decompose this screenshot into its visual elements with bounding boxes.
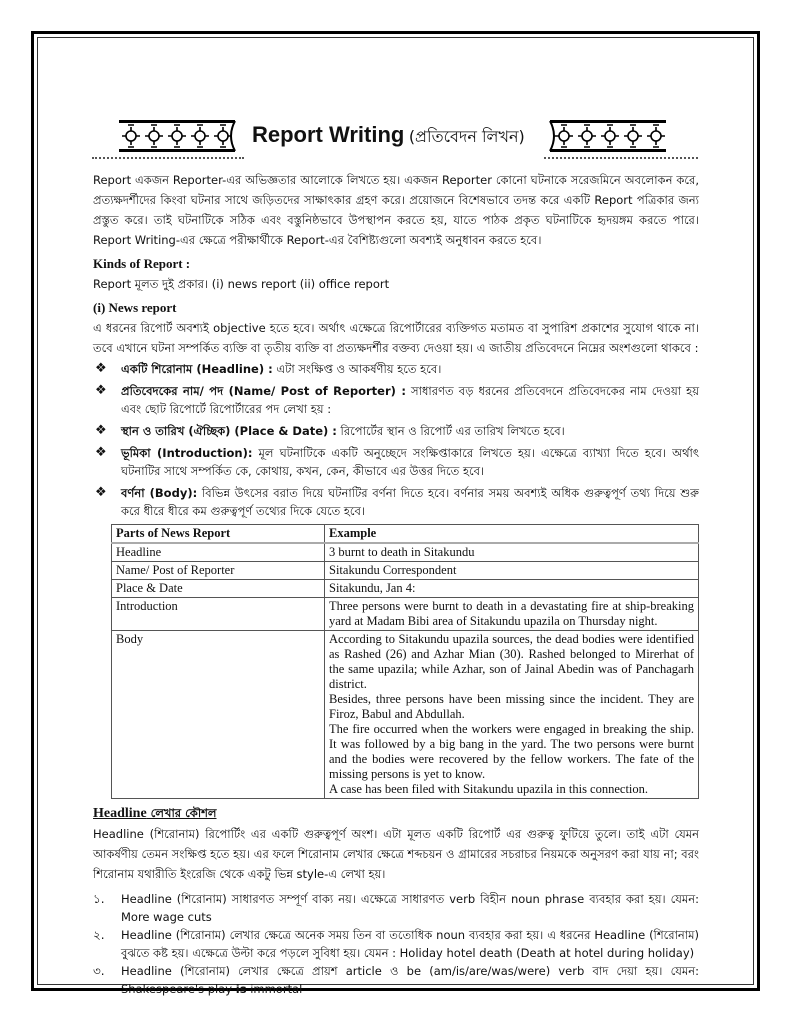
list-number: ২. xyxy=(93,928,105,942)
table-cell-part: Name/ Post of Reporter xyxy=(112,562,325,580)
diamond-bullet-icon: ❖ xyxy=(95,383,107,398)
heading-english: Headline xyxy=(93,806,147,821)
list-item xyxy=(93,444,699,480)
list-item xyxy=(93,360,699,378)
title-banner xyxy=(92,116,698,164)
list-item xyxy=(93,962,699,998)
kinds-text: Report মূলত দুই প্রকার। (i) news report (ii) office report xyxy=(93,277,390,291)
page-title-english: Report Writing xyxy=(252,122,405,147)
news-report-heading: (i) News report xyxy=(93,300,177,315)
list-item xyxy=(93,382,699,418)
bullet-text: এটা সংক্ষিপ্ত ও আকর্ষণীয় হতে হবে। xyxy=(272,362,442,376)
headline-rules-list xyxy=(93,890,699,998)
list-number: ৩. xyxy=(93,964,105,978)
list-item xyxy=(93,926,699,962)
document-body xyxy=(93,170,699,998)
table-cell-part: Introduction xyxy=(112,598,325,631)
table-row xyxy=(112,543,699,562)
page-title xyxy=(252,122,525,151)
list-item xyxy=(93,422,699,440)
list-item-text: Headline (শিরোনাম) লেখার ক্ষেত্রে অনেক সময় তিন বা ততোধিক noun ব্যবহার করা হয়। এ ধরনের Headline (শিরোনাম) বুঝতে কষ্ট হয়। এক্ষেত্রে উল্টা করে পড়লে সুবিধা হয়। যেমন : Holiday hotel death (Death at hotel during holiday) xyxy=(121,928,699,960)
news-report-table xyxy=(111,524,699,799)
column-header-example: Example xyxy=(325,525,699,544)
list-item-text: Headline (শিরোনাম) সাধারণত সম্পূর্ণ বাক্য নয়। এক্ষেত্রে সাধারণত verb বিহীন noun phrase ব্যবহার করা হয়। যেমন: More wage cuts xyxy=(121,892,699,924)
page-title-bengali: (প্রতিবেদন লিখন) xyxy=(408,127,525,146)
table-cell-example: Sitakundu, Jan 4: xyxy=(325,580,699,598)
table-cell-part: Headline xyxy=(112,543,325,562)
table-cell-part: Body xyxy=(112,631,325,799)
news-report-text: এ ধরনের রিপোর্ট অবশ্যই objective হতে হবে। অর্থাৎ এক্ষেত্রে রিপোর্টারের ব্যক্তিগত মতামত বা সুপারিশ প্রকাশের সুযোগ থাকে না। তবে এখানে ঘটনা সম্পর্কিত ব্যক্তি বা তৃতীয় ব্যক্তি বা প্রত্যক্ষদর্শীর বক্তব্য দেওয়া হয়। এ জাতীয় প্রতিবেদনে নিম্নের অংশগুলো থাকবে : xyxy=(93,321,699,355)
table-row xyxy=(112,580,699,598)
ornament-right-icon xyxy=(544,120,666,152)
news-report-parts-list xyxy=(93,360,699,520)
table-row xyxy=(112,631,699,799)
list-item-text: Headline (শিরোনাম) লেখার ক্ষেত্রে প্রায়শ article ও be (am/is/are/was/were) verb বাদ দেয়া হয়। যেমন: Shakespeare's play xyxy=(121,964,699,996)
table-cell-example: Three persons were burnt to death in a devastating fire at ship-breaking yard at Madam Bibi area of Sitakundu upazila on Thursday night. xyxy=(325,598,699,631)
list-item xyxy=(93,484,699,520)
title-dotted-rule-left xyxy=(92,157,244,159)
table-cell-example: 3 burnt to death in Sitakundu xyxy=(325,543,699,562)
bullet-text: মূল ঘটনাটিকে একটি অনুচ্ছেদে সংক্ষিপ্তাকারে লিখতে হয়। এক্ষেত্রে ব্যাখ্যা দিতে হবে। অর্থাৎ ঘটনাটির সাথে সম্পর্কিত কে, কোথায়, কখন, কেন, কীভাবে এর উত্তর দিতে হবে। xyxy=(121,446,699,478)
table-row xyxy=(112,562,699,580)
ornament-left-icon xyxy=(119,120,241,152)
diamond-bullet-icon: ❖ xyxy=(95,485,107,500)
diamond-bullet-icon: ❖ xyxy=(95,445,107,460)
table-cell-example xyxy=(325,631,699,799)
body-paragraph: Besides, three persons have been missing since the incident. They are Firoz, Babul and Abdullah. xyxy=(329,692,694,721)
table-row xyxy=(112,598,699,631)
kinds-heading: Kinds of Report : xyxy=(93,256,191,271)
bullet-title: প্রতিবেদকের নাম/ পদ (Name/ Post of Reporter) : xyxy=(121,384,406,398)
list-number: ১. xyxy=(93,892,105,906)
column-header-parts: Parts of News Report xyxy=(112,525,325,544)
headline-technique-heading xyxy=(93,803,699,824)
table-cell-part: Place & Date xyxy=(112,580,325,598)
intro-paragraph: Report একজন Reporter-এর অভিজ্ঞতার আলোকে লিখতে হয়। একজন Reporter কোনো ঘটনাকে সরেজমিনে অবলোকন করে, প্রত্যক্ষদর্শীদের কিংবা ঘটনার সাথে জড়িতদের সাক্ষাৎকার গ্রহণ করে। প্রয়োজনে বিশেষভাবে তদন্ত করে একটি Report পত্রিকার জন্য প্রস্তুত করে। তাই ঘটনাটিকে সঠিক এবং বস্তুনিষ্ঠভাবে উপস্থাপন করতে হয়, যাতে পাঠক প্রকৃত ঘটনাটিকে হৃদয়ঙ্গম করতে পারে। Report Writing-এর ক্ষেত্রে পরীক্ষার্থীকে Report-এর বৈশিষ্ট্যগুলো অবশ্যই অনুধাবন করতে হবে। xyxy=(93,173,699,247)
table-cell-example: Sitakundu Correspondent xyxy=(325,562,699,580)
body-paragraph: A case has been filed with Sitakundu upazila in this connection. xyxy=(329,782,649,796)
body-paragraph: The fire occurred when the workers were engaged in breaking the ship. It was followed by a big bang in the yard. The two persons were burnt and the bodies were recovered by the fellow workers. The fate of the missing persons is yet to know. xyxy=(329,722,694,781)
emphasis-word: is xyxy=(235,982,247,996)
bullet-title: বর্ণনা (Body): xyxy=(121,486,198,500)
bullet-text: সাধারণত বড় ধরনের প্রতিবেদনে প্রতিবেদকের নাম দেওয়া হয় এবং ছোট রিপোর্টে রিপোর্টারের পদ লেখা হয় : xyxy=(121,384,699,416)
diamond-bullet-icon: ❖ xyxy=(95,423,107,438)
headline-technique-intro: Headline (শিরোনাম) রিপোর্টিং এর একটি গুরুত্বপূর্ণ অংশ। এটা মূলত একটি রিপোর্ট এর গুরুত্ব ফুটিয়ে তুলে। তাই এটা যেমন আকর্ষণীয় তেমন সংক্ষিপ্ত হতে হয়। এর ফলে শিরোনাম লেখার ক্ষেত্রে শব্দচয়ন ও গ্রামারের সচরাচর নিয়মকে অনুসরণ করা যায় না; বরং শিরোনাম যথারীতি ইংরেজি থেকে একটু ভিন্ন style-এ লেখা হয়। xyxy=(93,827,699,881)
bullet-text: রিপোর্টের স্থান ও রিপোর্ট এর তারিখ লিখতে হবে। xyxy=(336,424,565,438)
bullet-text: বিভিন্ন উৎসের বরাত দিয়ে ঘটনাটির বর্ণনা দিতে হবে। বর্ণনার সময় অবশ্যই অধিক গুরুত্বপূর্ণ তথ্য দিয়ে শুরু করে ধীরে ধীরে কম গুরুত্বপূর্ণ তথ্যের দিকে যেতে হবে। xyxy=(121,486,699,518)
body-paragraph: According to Sitakundu upazila sources, the dead bodies were identified as Rashed (26) and Azhar Mian (30). Rashed belonged to Mirerhat of the same upazila; while Azhar, son of Jainal Abedin was of Panchagarh district. xyxy=(329,632,694,691)
list-item-text-after: immortal xyxy=(246,982,303,996)
title-dotted-rule-right xyxy=(544,157,698,159)
table-header-row xyxy=(112,525,699,544)
heading-bengali: লেখার কৌশল xyxy=(146,806,217,820)
diamond-bullet-icon: ❖ xyxy=(95,361,107,376)
list-item xyxy=(93,890,699,926)
bullet-title: ভূমিকা (Introduction): xyxy=(121,446,253,460)
bullet-title: স্থান ও তারিখ (ঐচ্ছিক) (Place & Date) : xyxy=(121,424,337,438)
bullet-title: একটি শিরোনাম (Headline) : xyxy=(121,362,273,376)
